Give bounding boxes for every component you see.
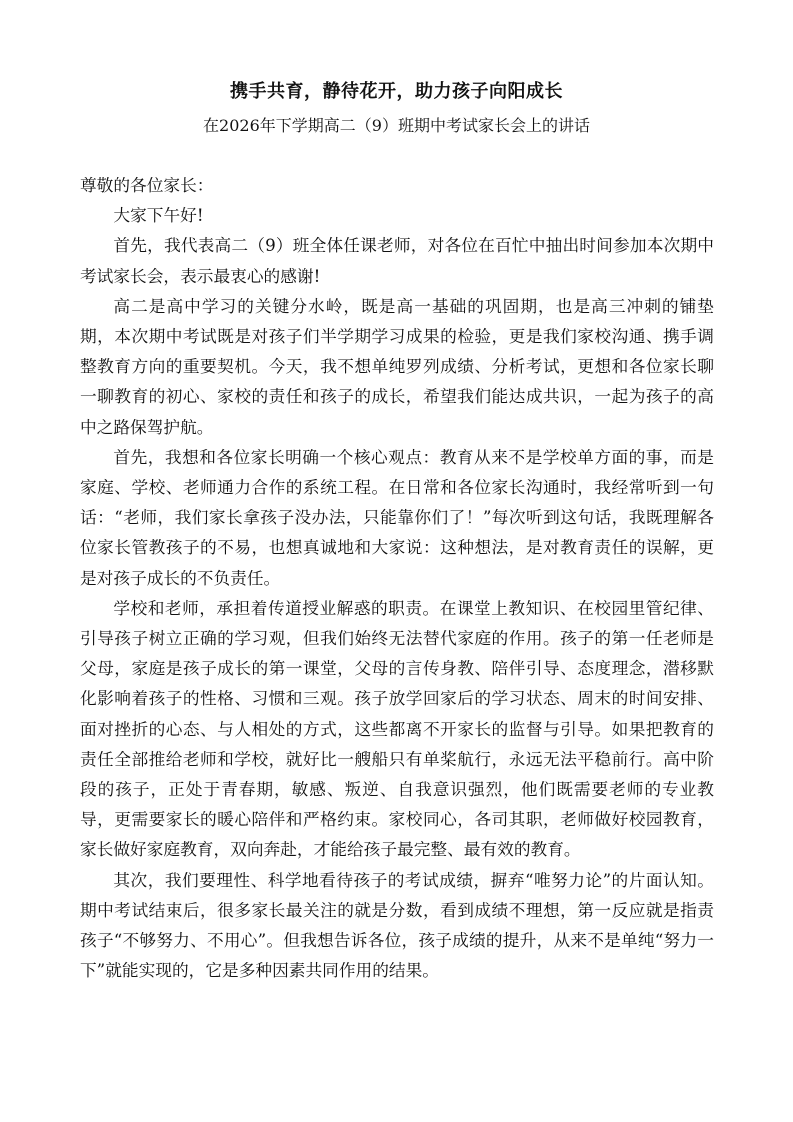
document-subtitle: 在2026年下学期高二（9）班期中考试家长会上的讲话 [203, 116, 590, 135]
salutation: 尊敬的各位家长： [80, 175, 214, 195]
paragraph-grade-two: 高二是高中学习的关键分水岭，既是高一基础的巩固期，也是高三冲刺的铺垫期，本次期中考试既是对孩子们半学期学习成果的检验，更是我们家校沟通、携手调整教育方向的重要契机。今天，我不想单纯罗列成绩、分析考试，更想和各位家长聊一聊教育的初心、家校的责任和孩子的成长，希望我们能达成共识，一起为孩子的高中之路保驾护航。 [80, 295, 714, 437]
paragraph-greeting: 大家下午好! [113, 205, 204, 226]
paragraph-core-view: 首先，我想和各位家长明确一个核心观点：教育从来不是学校单方面的事，而是家庭、学校、老师通力合作的系统工程。在日常和各位家长沟通时，我经常听到一句话：“老师，我们家长拿孩子没办法，只能靠你们了！”每次听到这句话，我既理解各位家长管教孩子的不易，也想真诚地和大家说：这种想法，是对教育责任的误解，更是对孩子成长的不负责任。 [80, 446, 714, 588]
document-title: 携手共育，静待花开，助力孩子向阳成长 [230, 81, 563, 102]
paragraph-thanks: 首先，我代表高二（9）班全体任课老师，对各位在百忙中抽出时间参加本次期中考试家长会，表示最衷心的感谢! [80, 235, 714, 286]
document-body [80, 170, 714, 985]
paragraph-school-family-roles: 学校和老师，承担着传道授业解惑的职责。在课堂上教知识、在校园里管纪律、引导孩子树立正确的学习观，但我们始终无法替代家庭的作用。孩子的第一任老师是父母，家庭是孩子成长的第一课堂，父母的言传身教、陪伴引导、态度理念，潜移默化影响着孩子的性格、习惯和三观。孩子放学回家后的学习状态、周末的时间安排、面对挫折的心态、与人相处的方式，这些都离不开家长的监督与引导。如果把教育的责任全部推给老师和学校，就好比一艘船只有单桨航行，永远无法平稳前行。高中阶段的孩子，正处于青春期，敏感、叛逆、自我意识强烈，他们既需要老师的专业教导，更需要家长的暖心陪伴和严格约束。家校同心，各司其职，老师做好校园教育，家长做好家庭教育，双向奔赴，才能给孩子最完整、最有效的教育。 [80, 597, 714, 860]
paragraph-exam-scores: 其次，我们要理性、科学地看待孩子的考试成绩，摒弃“唯努力论”的片面认知。期中考试结束后，很多家长最关注的就是分数，看到成绩不理想，第一反应就是指责孩子“不够努力、不用心”。但我想告诉各位，孩子成绩的提升，从来不是单纯“努力一下”就能实现的，它是多种因素共同作用的结果。 [80, 869, 714, 981]
